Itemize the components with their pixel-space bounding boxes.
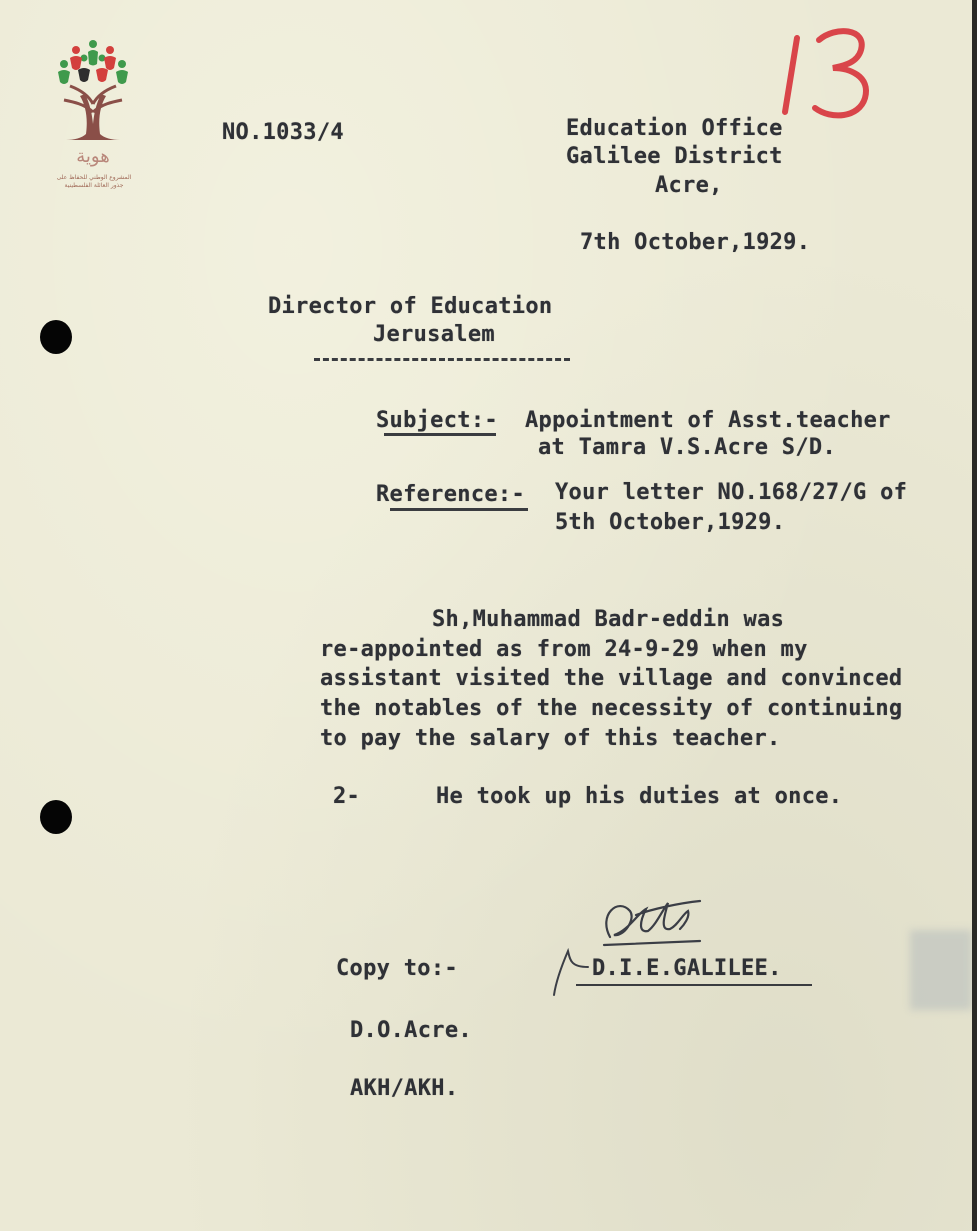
subject-label: Subject:- bbox=[376, 408, 498, 433]
tree-trunk-icon bbox=[64, 86, 122, 140]
subject-line-2: at Tamra V.S.Acre S/D. bbox=[538, 435, 836, 460]
body-line-1: Sh,Muhammad Badr-eddin was bbox=[432, 607, 785, 632]
body-line-4: the notables of the necessity of continuing bbox=[320, 696, 903, 721]
reference-label-underline bbox=[390, 508, 528, 511]
addressee-line-2: Jerusalem bbox=[373, 322, 495, 347]
copy-recipient-1: D.O.Acre. bbox=[350, 1018, 472, 1043]
body-line-5: to pay the salary of this teacher. bbox=[320, 726, 781, 751]
paragraph-2-text: He took up his duties at once. bbox=[436, 784, 843, 809]
paper-smudge bbox=[910, 930, 972, 1010]
logo-caption: المشروع الوطني للحفاظ على جذور العائلة الفلسطينية bbox=[56, 174, 132, 189]
signatory-underline bbox=[576, 984, 812, 986]
copy-recipient-2: AKH/AKH. bbox=[350, 1076, 459, 1101]
reference-label: Reference:- bbox=[376, 482, 525, 507]
punch-hole-bottom bbox=[40, 800, 72, 834]
signatory-name: D.I.E.GALILEE. bbox=[592, 956, 782, 981]
handwritten-signature bbox=[540, 885, 730, 1005]
file-number: NO.1033/4 bbox=[222, 120, 344, 145]
body-line-3: assistant visited the village and convinced bbox=[320, 666, 903, 691]
people-crown-icon bbox=[58, 40, 128, 84]
subject-label-underline bbox=[384, 433, 496, 436]
copy-to-label: Copy to:- bbox=[336, 956, 458, 981]
scan-edge bbox=[972, 0, 977, 1231]
paragraph-2-number: 2- bbox=[333, 784, 361, 809]
folio-number-mark bbox=[775, 20, 885, 130]
letter-date: 7th October,1929. bbox=[580, 230, 811, 255]
addressee-dash-rule bbox=[314, 358, 570, 361]
subject-line-1: Appointment of Asst.teacher bbox=[525, 408, 891, 433]
office-line-2: Galilee District bbox=[566, 144, 783, 169]
body-line-2: re-appointed as from 24-9-29 when my bbox=[320, 637, 808, 662]
svg-text:هوية: هوية bbox=[76, 146, 110, 167]
office-line-3: Acre, bbox=[655, 173, 723, 198]
tree-people-logo bbox=[48, 34, 138, 194]
office-line-1: Education Office bbox=[566, 116, 783, 141]
reference-line-2: 5th October,1929. bbox=[555, 510, 786, 535]
reference-line-1: Your letter NO.168/27/G of bbox=[555, 480, 908, 505]
punch-hole-top bbox=[40, 320, 72, 354]
addressee-line-1: Director of Education bbox=[268, 294, 553, 319]
